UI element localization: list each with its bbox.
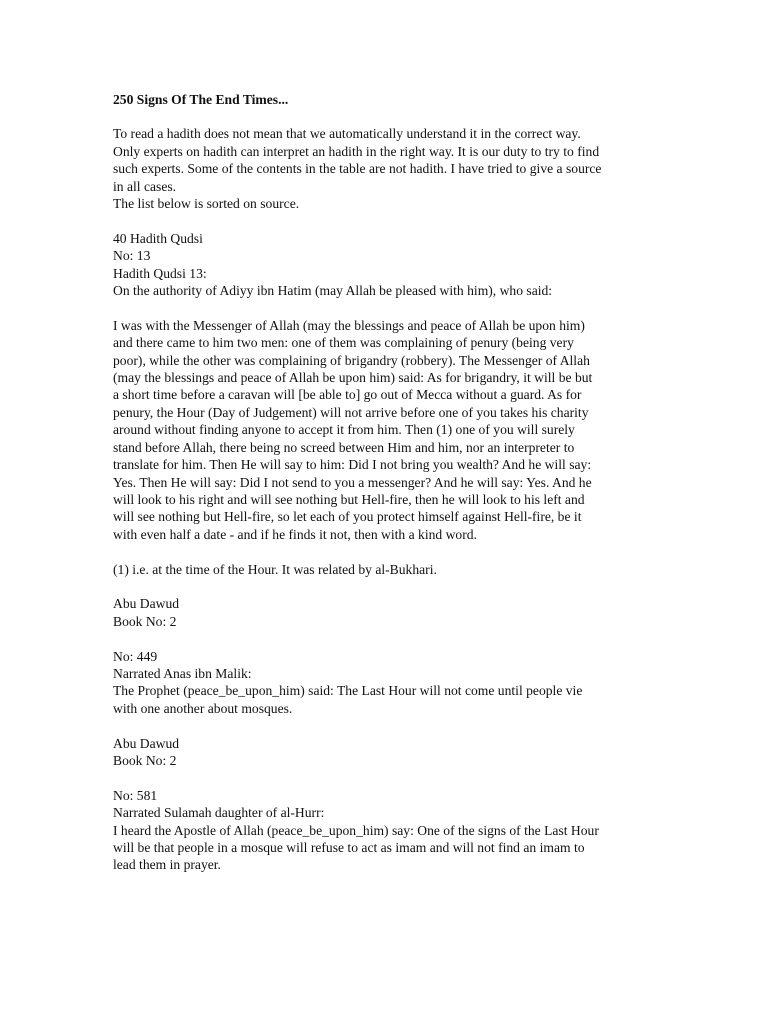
text-line: a short time before a caravan will [be able to] go out of Mecca without a guard. As for — [113, 387, 582, 403]
hadith-qudsi-header — [113, 230, 658, 300]
text-line: will see nothing but Hell-fire, so let each of you protect himself against Hell-fire, be it — [113, 509, 582, 525]
text-line: penury, the Hour (Day of Judgement) will not arrive before one of you takes his charity — [113, 404, 589, 420]
abu-dawud-source-1 — [113, 595, 658, 630]
text-line: Yes. Then He will say: Did I not send to you a messenger? And he will say: Yes. And he — [113, 474, 592, 490]
text-line: with even half a date - and if he finds it not, then with a kind word. — [113, 526, 477, 542]
intro-paragraph — [113, 125, 658, 212]
text-line: will look to his right and will see nothing but Hell-fire, then he will look to his left and — [113, 491, 585, 507]
text-line: Only experts on hadith can interpret an hadith in the right way. It is our duty to try to find — [113, 143, 600, 159]
hadith-449 — [113, 648, 658, 718]
text-line: in all cases. — [113, 178, 177, 194]
text-line: lead them in prayer. — [113, 857, 221, 873]
document-title: 250 Signs Of The End Times... — [113, 92, 289, 107]
text-line: and there came to him two men: one of them was complaining of penury (being very — [113, 335, 574, 351]
text-line: will be that people in a mosque will refuse to act as imam and will not find an imam to — [113, 839, 585, 855]
narrator-line: On the authority of Adiyy ibn Hatim (may Allah be pleased with him), who said: — [113, 283, 553, 299]
text-line: The list below is sorted on source. — [113, 196, 300, 212]
text-line: such experts. Some of the contents in the table are not hadith. I have tried to give a source — [113, 161, 602, 177]
text-line: I was with the Messenger of Allah (may the blessings and peace of Allah be upon him) — [113, 317, 585, 333]
text-line: poor), while the other was complaining of brigandry (robbery). The Messenger of Allah — [113, 352, 590, 368]
source-name: Abu Dawud — [113, 735, 180, 751]
text-line: I heard the Apostle of Allah (peace_be_upon_him) say: One of the signs of the Last Hour — [113, 822, 599, 838]
text-line: around without finding anyone to accept it from him. Then (1) one of you will surely — [113, 422, 575, 438]
hadith-number: No: 581 — [113, 787, 158, 803]
book-number: Book No: 2 — [113, 752, 177, 768]
text-line: The Prophet (peace_be_upon_him) said: The Last Hour will not come until people vie — [113, 683, 583, 699]
narrator-line: Narrated Sulamah daughter of al-Hurr: — [113, 805, 325, 821]
hadith-number: No: 13 — [113, 248, 151, 264]
text-line: translate for him. Then He will say to him: Did I not bring you wealth? And he will say: — [113, 457, 592, 473]
abu-dawud-source-2 — [113, 735, 658, 770]
footnote — [113, 561, 658, 578]
hadith-581 — [113, 787, 658, 874]
text-line: (may the blessings and peace of Allah be upon him) said: As for brigandry, it will be but — [113, 370, 593, 386]
text-line: with one another about mosques. — [113, 700, 293, 716]
text-line: To read a hadith does not mean that we automatically understand it in the correct way. — [113, 126, 581, 142]
document-page — [113, 91, 658, 891]
text-line: stand before Allah, there being no screed between Him and him, nor an interpreter to — [113, 439, 575, 455]
book-number: Book No: 2 — [113, 613, 177, 629]
hadith-number: No: 449 — [113, 648, 158, 664]
hadith-qudsi-body — [113, 317, 658, 543]
source-name: Abu Dawud — [113, 596, 180, 612]
hadith-label: Hadith Qudsi 13: — [113, 265, 207, 281]
narrator-line: Narrated Anas ibn Malik: — [113, 665, 252, 681]
source-name: 40 Hadith Qudsi — [113, 230, 203, 246]
footnote-text: (1) i.e. at the time of the Hour. It was related by al-Bukhari. — [113, 561, 437, 577]
